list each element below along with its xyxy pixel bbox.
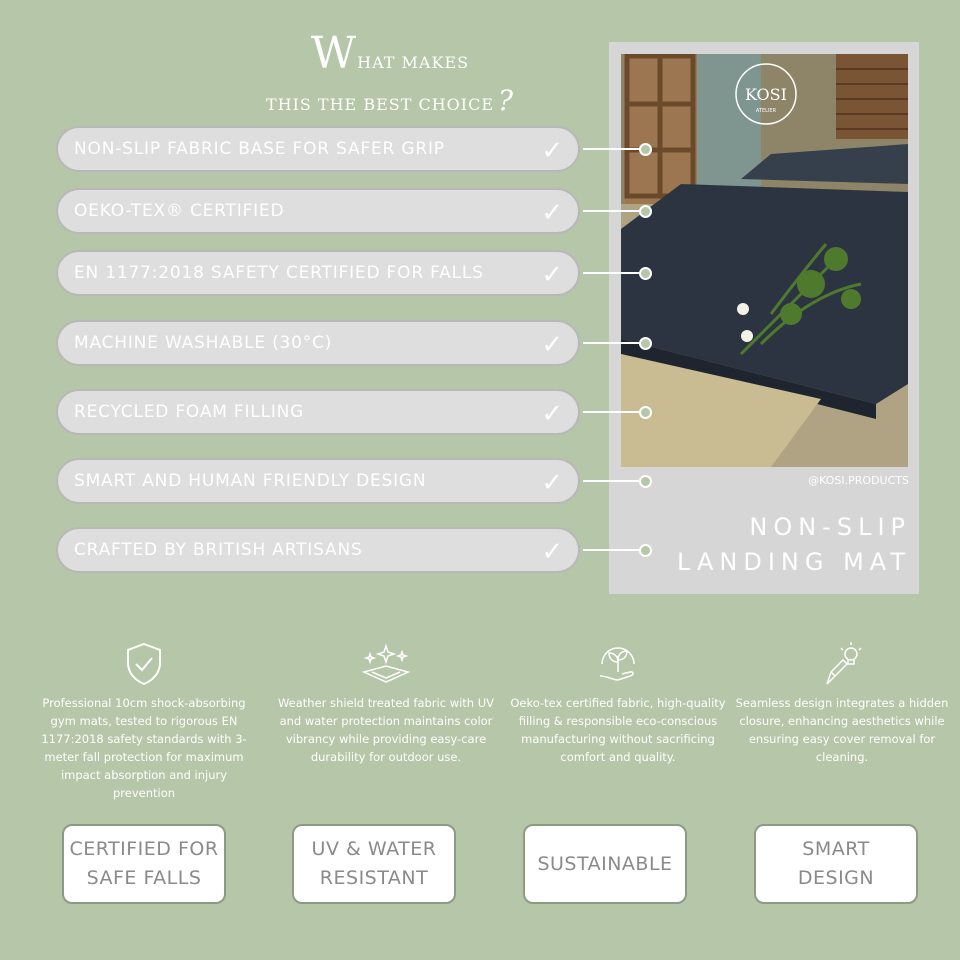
- check-icon: ✓: [541, 330, 564, 360]
- product-name-line-2: LANDING MAT: [677, 548, 911, 576]
- connector-dot: [639, 406, 652, 419]
- feature-label: OEKO-TEX® CERTIFIED: [74, 201, 285, 221]
- benefit-column-weather: [276, 640, 496, 766]
- check-icon: ✓: [541, 399, 564, 429]
- benefit-column-sustainable: [508, 640, 728, 766]
- feature-label: MACHINE WASHABLE (30°C): [74, 333, 333, 353]
- check-icon: ✓: [541, 468, 564, 498]
- mat-photo-illustration: [621, 54, 908, 467]
- feature-pill-smart: [56, 458, 580, 504]
- pencil-bulb-icon: [732, 640, 952, 688]
- feature-label: NON-SLIP FABRIC BASE FOR SAFER GRIP: [74, 139, 445, 159]
- social-handle: @KOSI.PRODUCTS: [808, 474, 909, 487]
- connector-line: [583, 480, 641, 482]
- benefit-description: Oeko-tex certified fabric, high-quality filling & responsible eco-conscious manufacturing without sacrificing comfort and quality.: [510, 696, 726, 764]
- connector-line: [583, 549, 641, 551]
- badge-line-2: DESIGN: [797, 867, 875, 889]
- badge-line-1: SUSTAINABLE: [537, 852, 673, 875]
- connector-dot: [639, 544, 652, 557]
- connector-dot: [639, 205, 652, 218]
- connector-line: [583, 411, 641, 413]
- connector-line: [583, 148, 641, 150]
- benefit-column-safety: [34, 640, 254, 802]
- feature-pill-en1177: [56, 250, 580, 296]
- badge-sustainable: [523, 824, 687, 904]
- check-icon: ✓: [541, 537, 564, 567]
- feature-label: RECYCLED FOAM FILLING: [74, 402, 305, 422]
- product-photo: [621, 54, 908, 467]
- brand-logo: KOSI: [745, 85, 787, 104]
- badge-certified: [62, 824, 226, 904]
- benefit-column-design: [732, 640, 952, 766]
- badge-smart-design: [754, 824, 918, 904]
- question-mark: ?: [498, 84, 515, 117]
- connector-line: [583, 342, 641, 344]
- benefit-description: Weather shield treated fabric with UV and water protection maintains color vibrancy while providing easy-care durability for outdoor use.: [277, 696, 495, 764]
- headline-line-1: [200, 28, 580, 79]
- badge-line-2: RESISTANT: [319, 867, 429, 889]
- headline-line-2: [200, 84, 580, 117]
- feature-label: EN 1177:2018 SAFETY CERTIFIED FOR FALLS: [74, 263, 484, 283]
- connector-line: [583, 272, 641, 274]
- headline-text-1: HAT MAKES: [357, 53, 470, 72]
- brand-logo-sub: ATELIER: [755, 108, 777, 114]
- badge-uv-water: [292, 824, 456, 904]
- benefit-description: Seamless design integrates a hidden closure, enhancing aesthetics while ensuring easy cover removal for cleaning.: [735, 696, 949, 764]
- check-icon: ✓: [541, 260, 564, 290]
- product-name-line-1: NON-SLIP: [749, 513, 911, 541]
- product-panel: [609, 42, 919, 594]
- check-icon: ✓: [541, 136, 564, 166]
- connector-dot: [639, 267, 652, 280]
- benefit-description: Professional 10cm shock-absorbing gym mats, tested to rigorous EN 1177:2018 safety standards with 3-meter fall protection for maximum impact absorption and injury prevention: [41, 696, 247, 800]
- badge-line-2: SAFE FALLS: [86, 867, 202, 889]
- feature-pill-oekotex: [56, 188, 580, 234]
- connector-line: [583, 210, 641, 212]
- headline-initial: W: [310, 28, 358, 79]
- feature-pill-british: [56, 527, 580, 573]
- feature-pill-recycled: [56, 389, 580, 435]
- feature-pill-nonslip: [56, 126, 580, 172]
- product-name: [677, 510, 911, 580]
- connector-dot: [639, 143, 652, 156]
- badge-line-1: UV & WATER: [311, 838, 437, 860]
- feature-label: CRAFTED BY BRITISH ARTISANS: [74, 540, 363, 560]
- sparkle-fabric-icon: [276, 640, 496, 688]
- feature-label: SMART AND HUMAN FRIENDLY DESIGN: [74, 471, 427, 491]
- check-icon: ✓: [541, 198, 564, 228]
- feature-pill-washable: [56, 320, 580, 366]
- badge-line-1: CERTIFIED FOR: [69, 838, 219, 860]
- headline-text-2: THIS THE BEST CHOICE: [265, 95, 495, 114]
- eco-plant-icon: [508, 640, 728, 688]
- badge-line-1: SMART: [802, 838, 870, 860]
- shield-check-icon: [34, 640, 254, 688]
- connector-dot: [639, 475, 652, 488]
- connector-dot: [639, 337, 652, 350]
